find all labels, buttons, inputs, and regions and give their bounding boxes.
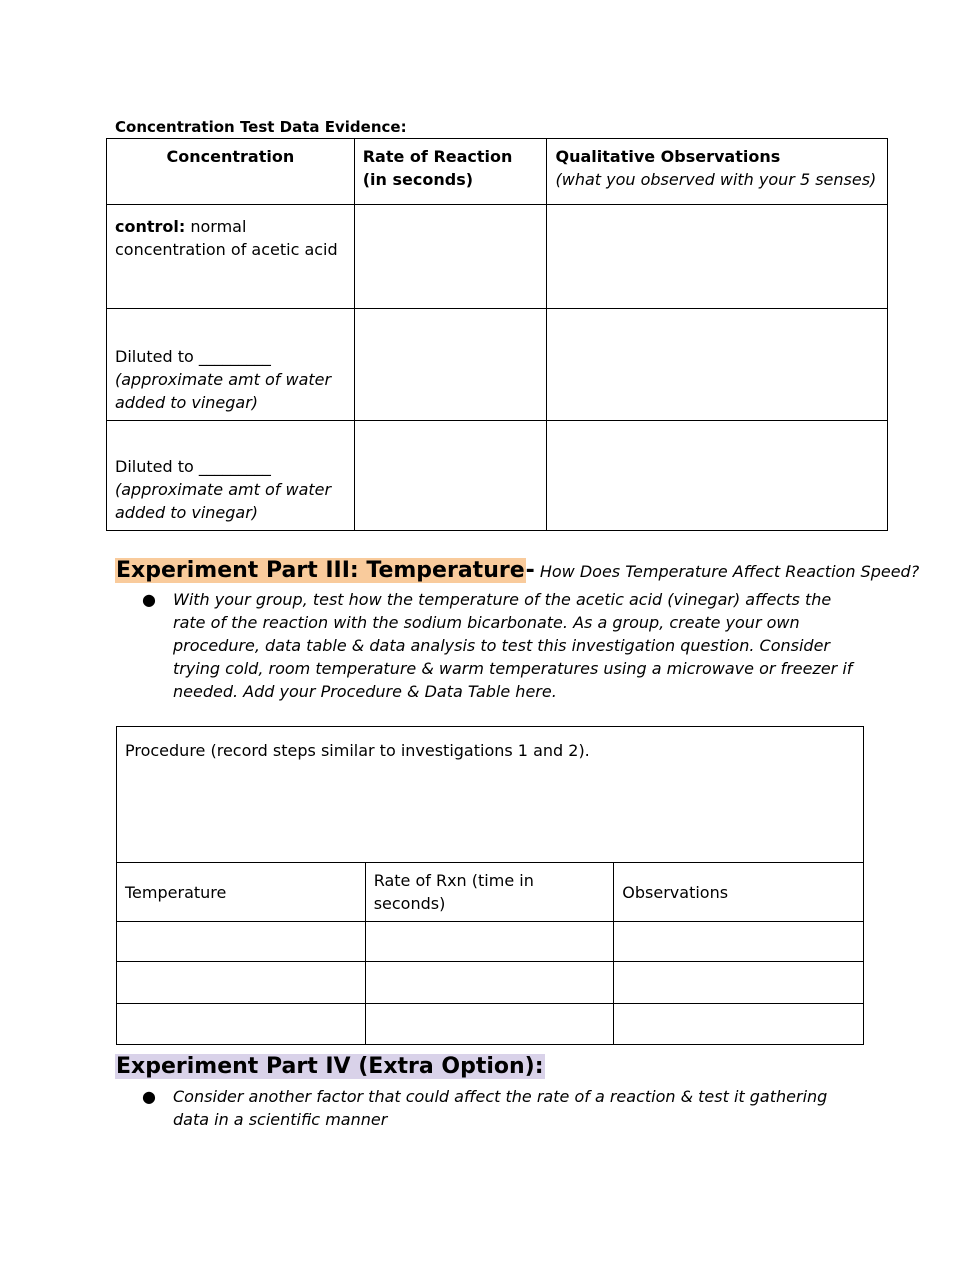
- part4-instructions: Consider another factor that could affect the rate of a reaction & test it gathering data in a scientific manner: [173, 1087, 828, 1129]
- cell-input[interactable]: [354, 309, 547, 421]
- cell-input[interactable]: [365, 962, 614, 1004]
- header-temperature: Temperature: [117, 863, 366, 922]
- cell-input[interactable]: [614, 962, 864, 1004]
- header-concentration: Concentration: [107, 139, 355, 205]
- part4-heading: Experiment Part IV (Extra Option):: [116, 1054, 544, 1079]
- cell-input[interactable]: [547, 421, 888, 531]
- concentration-table: [106, 138, 888, 531]
- row-control[interactable]: control: normal concentration of acetic acid: [107, 205, 355, 309]
- heading-dash: -: [525, 558, 535, 583]
- row-diluted-2[interactable]: Diluted to _________ (approximate amt of water added to vinegar): [107, 421, 355, 531]
- cell-input[interactable]: [117, 922, 366, 962]
- cell-input[interactable]: [547, 205, 888, 309]
- table-caption: Concentration Test Data Evidence:: [115, 118, 407, 136]
- header-observations: Qualitative Observations (what you observed with your 5 senses): [547, 139, 888, 205]
- part3-instructions: With your group, test how the temperature of the acetic acid (vinegar) affects the rate of the reaction with the sodium bicarbonate. As a group, create your own procedure, data table & data analysis to test this investigation question. Consider trying cold, room temperature & warm temperatures using a microwave or freezer if needed. Add your Procedure & Data Table here.: [173, 590, 853, 701]
- temperature-table: [116, 726, 864, 1045]
- cell-input[interactable]: [614, 922, 864, 962]
- header-observations: Observations: [614, 863, 864, 922]
- header-rate-rxn: Rate of Rxn (time in seconds): [365, 863, 614, 922]
- bullet-icon: ●: [142, 1087, 156, 1106]
- cell-input[interactable]: [547, 309, 888, 421]
- part4-heading-line: [115, 1054, 545, 1079]
- row-diluted-1[interactable]: Diluted to _________ (approximate amt of water added to vinegar): [107, 309, 355, 421]
- cell-input[interactable]: [365, 922, 614, 962]
- procedure-cell[interactable]: Procedure (record steps similar to investigations 1 and 2).: [117, 727, 864, 863]
- cell-input[interactable]: [117, 1004, 366, 1045]
- cell-input[interactable]: [365, 1004, 614, 1045]
- part3-heading: Experiment Part III: Temperature: [116, 558, 525, 583]
- cell-input[interactable]: [354, 421, 547, 531]
- part3-subtitle: How Does Temperature Affect Reaction Speed?: [534, 562, 920, 581]
- bullet-icon: ●: [142, 590, 156, 609]
- cell-input[interactable]: [117, 962, 366, 1004]
- part3-heading-line: [115, 558, 919, 583]
- cell-input[interactable]: [354, 205, 547, 309]
- header-rate: Rate of Reaction (in seconds): [354, 139, 547, 205]
- cell-input[interactable]: [614, 1004, 864, 1045]
